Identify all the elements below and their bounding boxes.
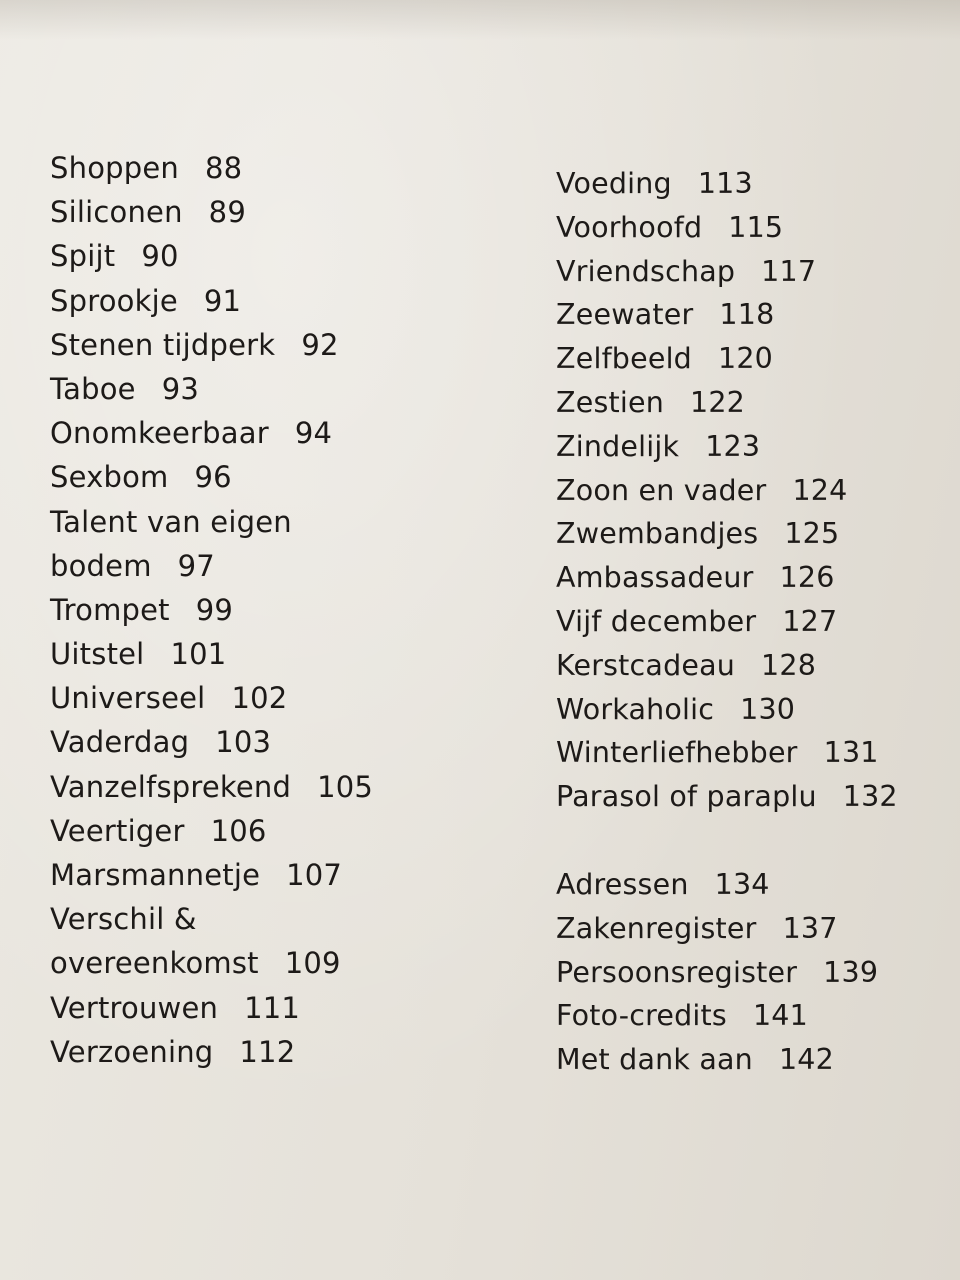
entry-page: 92: [301, 327, 339, 362]
entry-page: 109: [284, 946, 341, 981]
entry-page: 102: [231, 681, 288, 716]
entry-term: Trompet: [50, 592, 170, 627]
entry-term: Zeewater: [556, 298, 694, 332]
entry-page: 141: [752, 999, 808, 1033]
toc-entry: [50, 544, 490, 588]
entry-page: 99: [195, 592, 234, 627]
entry-term: Vijf december: [556, 604, 757, 638]
toc-entry: [50, 720, 490, 764]
entry-term: Kerstcadeau: [556, 648, 736, 682]
entry-term: Onomkeerbaar: [50, 416, 269, 451]
toc-entry: [50, 765, 490, 809]
entry-term: Universeel: [50, 681, 206, 716]
entry-page: 107: [286, 858, 343, 892]
toc-entry: [50, 1030, 490, 1074]
entry-term: Veertiger: [50, 813, 185, 848]
toc-entry: [556, 731, 956, 775]
entry-term: Zestien: [556, 385, 664, 419]
entry-page: 128: [761, 648, 817, 682]
entry-term: bodem: [50, 548, 152, 583]
toc-entry: [50, 676, 490, 720]
toc-entry: [50, 279, 490, 323]
entry-page: 123: [705, 429, 761, 463]
entry-page: 126: [779, 561, 835, 595]
entry-page: 97: [177, 548, 215, 583]
entry-term: Siliconen: [50, 195, 183, 230]
entry-term: Vriendschap: [556, 254, 736, 288]
toc-entry: [50, 411, 490, 455]
toc-entry: [50, 853, 490, 897]
toc-entry: [50, 809, 490, 853]
entry-term: Uitstel: [50, 637, 145, 672]
entry-term: Verzoening: [50, 1034, 214, 1069]
toc-entry: [556, 556, 956, 600]
page-edge-shadow: [0, 0, 960, 40]
section-gap: [556, 819, 956, 863]
entry-page: 94: [294, 416, 333, 451]
entry-page: 124: [792, 473, 848, 507]
entry-page: 131: [823, 736, 879, 770]
entry-term: Vanzelfsprekend: [50, 769, 292, 804]
entry-term: Workaholic: [556, 692, 715, 726]
entry-page: 134: [714, 867, 770, 901]
entry-page: 122: [690, 385, 745, 419]
entry-page: 132: [842, 780, 898, 814]
appendix-entry: [556, 863, 956, 907]
entry-term: Taboe: [50, 371, 136, 406]
toc-entry: [50, 190, 490, 234]
entry-term: Zelfbeeld: [556, 342, 692, 376]
entry-term: Met dank aan: [556, 1043, 753, 1077]
toc-entry: [556, 775, 956, 819]
toc-entry: [50, 897, 490, 941]
toc-left-column: [50, 146, 490, 1074]
entry-page: 93: [161, 371, 199, 406]
entry-page: 112: [239, 1034, 296, 1069]
entry-term: Vaderdag: [50, 725, 190, 760]
entry-term: Zakenregister: [556, 911, 757, 945]
toc-entry: [556, 381, 956, 425]
toc-entry: [50, 455, 490, 499]
entry-page: 111: [244, 990, 301, 1025]
entry-term: Adressen: [556, 867, 689, 901]
toc-entry: [556, 206, 956, 250]
entry-page: 88: [204, 151, 243, 185]
entry-term: Vertrouwen: [50, 990, 219, 1025]
toc-entry: [556, 469, 956, 513]
entry-term: Zindelijk: [556, 429, 680, 463]
entry-page: 120: [717, 342, 773, 376]
entry-term: Sexbom: [50, 460, 169, 495]
entry-term: Spijt: [50, 239, 116, 274]
toc-entry: [50, 632, 490, 676]
toc-entry: [556, 425, 956, 469]
entry-term: Ambassadeur: [556, 561, 754, 595]
entry-page: 139: [823, 955, 879, 989]
appendix-entry: [556, 1038, 956, 1082]
entry-page: 137: [782, 911, 838, 945]
entry-term: Voeding: [556, 167, 672, 200]
toc-entry: [556, 337, 956, 381]
toc-entry: [556, 688, 956, 732]
entry-page: 103: [215, 725, 272, 760]
entry-page: 127: [782, 604, 838, 638]
entry-term: Verschil &: [50, 902, 197, 937]
entry-page: 117: [761, 254, 817, 288]
toc-entry: [556, 293, 956, 337]
entry-term: Parasol of paraplu: [556, 780, 817, 814]
entry-page: 90: [141, 239, 179, 274]
entry-page: 130: [740, 692, 796, 726]
entry-term: Zoon en vader: [556, 473, 767, 507]
entry-page: 91: [203, 283, 242, 318]
entry-page: 125: [784, 517, 840, 551]
entry-page: 142: [778, 1043, 834, 1077]
entry-term: Voorhoofd: [556, 210, 703, 244]
toc-entry: [50, 941, 490, 985]
entry-page: 96: [194, 460, 232, 495]
entry-term: Foto-credits: [556, 999, 727, 1033]
entry-term: Sprookje: [50, 283, 178, 318]
toc-entry: [50, 367, 490, 411]
toc-right-column: [556, 162, 956, 1082]
appendix-entry: [556, 907, 956, 951]
entry-term: Zwembandjes: [556, 517, 759, 551]
entry-term: Shoppen: [50, 151, 179, 185]
toc-entry: [50, 500, 490, 544]
toc-entry: [50, 234, 490, 278]
toc-entry: [556, 600, 956, 644]
entry-term: Persoonsregister: [556, 955, 798, 989]
entry-page: 101: [170, 637, 227, 672]
toc-entry: [556, 512, 956, 556]
entry-page: 89: [208, 195, 246, 230]
appendix-entry: [556, 994, 956, 1038]
entry-page: 115: [728, 210, 784, 244]
entry-page: 113: [697, 167, 753, 200]
toc-entry: [50, 146, 490, 190]
entry-term: Marsmannetje: [50, 858, 261, 892]
entry-term: overeenkomst: [50, 946, 259, 981]
toc-entry: [50, 986, 490, 1030]
toc-entry: [50, 323, 490, 367]
entry-term: Talent van eigen: [50, 504, 292, 539]
entry-page: 118: [719, 298, 775, 332]
entry-page: 105: [317, 769, 374, 804]
entry-page: 106: [210, 813, 267, 848]
appendix-entry: [556, 951, 956, 995]
entry-term: Stenen tijdperk: [50, 327, 276, 362]
toc-entry: [556, 644, 956, 688]
entry-term: Winterliefhebber: [556, 736, 798, 770]
toc-entry: [50, 588, 490, 632]
toc-entry: [556, 162, 956, 206]
toc-entry: [556, 250, 956, 294]
